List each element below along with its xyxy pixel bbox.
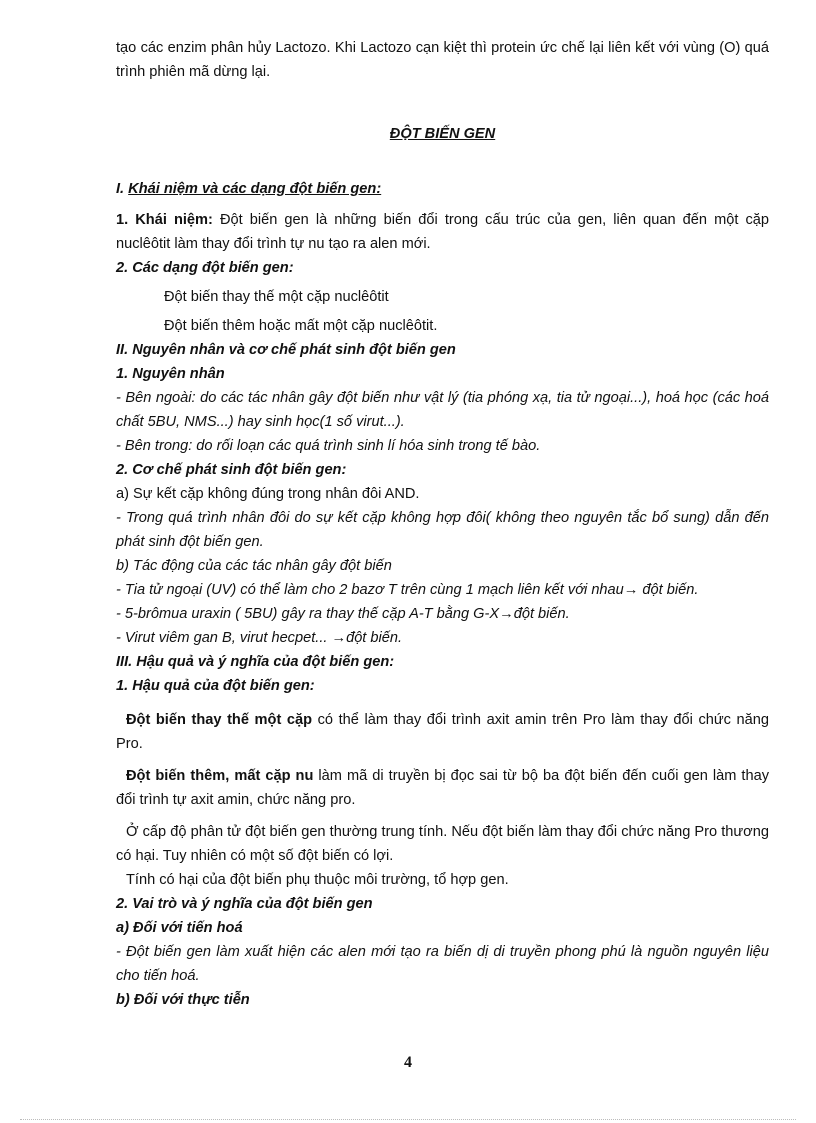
consequence-2-bold: Đột biến thêm, mất cặp nu	[126, 768, 314, 784]
mechanism-a: a) Sự kết cặp không đúng trong nhân đôi AND.	[116, 486, 420, 502]
cause-heading: 1. Nguyên nhân	[116, 366, 225, 382]
section-title: ĐỘT BIẾN GEN	[389, 126, 496, 142]
consequence-paragraph-3: Ở cấp độ phân tử đột biến gen thường trung tính. Nếu đột biến làm thay đổi chức năng Pro thương có hại. Tuy nhiên có một số đột biến có lợi.	[116, 824, 769, 864]
mechanism-b-5bu: - 5-brômua uraxin ( 5BU) gây ra thay thế cặp A-T bằng G-X→đột biến.	[116, 606, 570, 622]
practice-heading: b) Đối với thực tiễn	[116, 992, 250, 1008]
type-item-2: Đột biến thêm hoặc mất một cặp nuclêôtit.	[164, 318, 438, 334]
cause-outside: - Bên ngoài: do các tác nhân gây đột biến như vật lý (tia phóng xạ, tia tử ngoại...), hoá học (các hoá chất 5BU, NMS...) hay sinh học(1 số virut...).	[116, 390, 769, 430]
concept-label: 1. Khái niệm:	[116, 212, 213, 228]
heading-2: II. Nguyên nhân và cơ chế phát sinh đột biến gen	[116, 342, 456, 358]
mechanism-b: b) Tác động của các tác nhân gây đột biến	[116, 558, 392, 574]
consequence-paragraph-2	[116, 764, 769, 812]
cause-inside: - Bên trong: do rối loạn các quá trình sinh lí hóa sinh trong tế bào.	[116, 438, 541, 454]
consequence-paragraph-4: Tính có hại của đột biến phụ thuộc môi trường, tổ hợp gen.	[126, 872, 509, 888]
heading-1	[116, 177, 769, 201]
evolution-text: - Đột biến gen làm xuất hiện các alen mới tạo ra biến dị di truyền phong phú là nguồn nguyên liệu cho tiến hoá.	[116, 944, 769, 984]
consequence-heading: 1. Hậu quả của đột biến gen:	[116, 678, 315, 694]
concept-text: Đột biến gen là những biến đổi trong cấu trúc của gen, liên quan đến một cặp nuclêôtit làm thay đổi trình tự nu tạo ra alen mới.	[116, 212, 770, 252]
type-item-1: Đột biến thay thế một cặp nuclêôtit	[164, 289, 389, 305]
mechanism-b-uv: - Tia tử ngoại (UV) có thể làm cho 2 bazơ T trên cùng 1 mạch liên kết với nhau→ đột biến.	[116, 582, 699, 598]
mechanism-heading: 2. Cơ chế phát sinh đột biến gen:	[116, 462, 347, 478]
mechanism-b-virus: - Virut viêm gan B, virut hecpet... →đột biến.	[116, 630, 403, 646]
heading-3: III. Hậu quả và ý nghĩa của đột biến gen:	[116, 654, 395, 670]
consequence-2-text: làm mã di truyền bị đọc sai từ bộ ba đột biến đến cuối gen làm thay đổi trình tự axit amin, chức năng pro.	[116, 768, 769, 808]
consequence-paragraph-1	[116, 708, 769, 756]
mechanism-a-text: - Trong quá trình nhân đôi do sự kết cặp không hợp đôi( không theo nguyên tắc bổ sung) dẫn đến phát sinh đột biến gen.	[116, 510, 769, 550]
types-heading: 2. Các dạng đột biến gen:	[116, 260, 294, 276]
page-number: 4	[404, 1054, 412, 1071]
heading-1-title: Khái niệm và các dạng đột biến gen:	[128, 181, 382, 197]
consequence-1-bold: Đột biến thay thế một cặp	[126, 712, 313, 728]
document-page	[116, 36, 769, 1012]
intro-paragraph: tạo các enzim phân hủy Lactozo. Khi Lactozo cạn kiệt thì protein ức chế lại liên kết với vùng (O) quá trình phiên mã dừng lại.	[116, 40, 769, 80]
evolution-heading: a) Đối với tiến hoá	[116, 920, 243, 936]
heading-1-number: I.	[116, 181, 129, 197]
page-bottom-divider	[20, 1119, 796, 1120]
consequence-1-text: có thể làm thay đổi trình axit amin trên Pro làm thay đổi chức năng Pro.	[116, 712, 769, 752]
role-heading: 2. Vai trò và ý nghĩa của đột biến gen	[116, 896, 373, 912]
concept-paragraph	[116, 208, 769, 256]
